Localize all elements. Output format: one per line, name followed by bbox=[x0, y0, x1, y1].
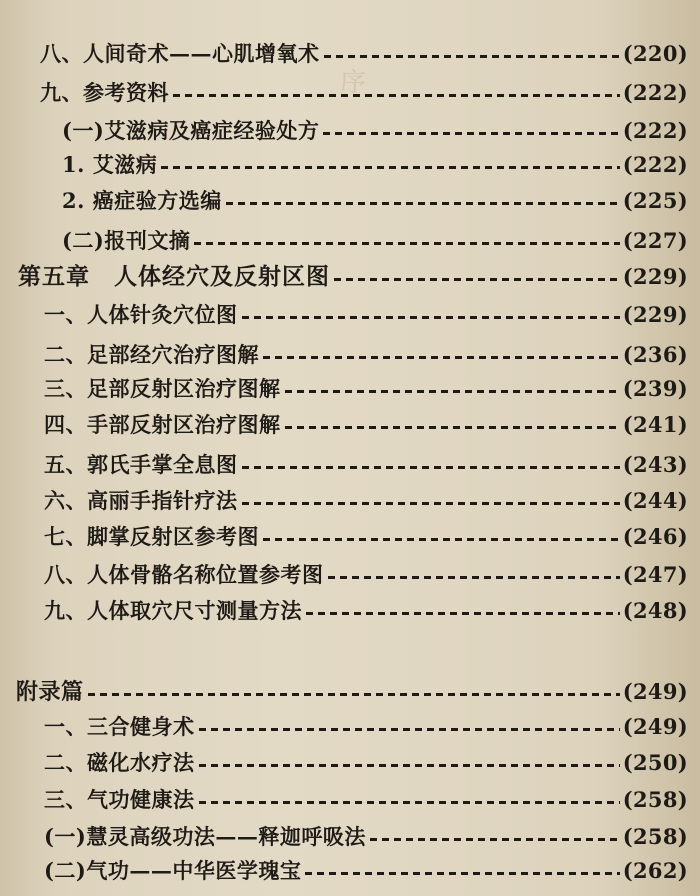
toc-entry-page: (258) bbox=[622, 824, 688, 849]
toc-entry-title: 九、参考资料 bbox=[40, 80, 169, 105]
dot-leader bbox=[173, 94, 620, 97]
toc-entry[interactable] bbox=[44, 374, 688, 404]
toc-entry-title: 1. 艾滋病 bbox=[62, 152, 158, 177]
toc-entry-title: 五、郭氏手掌全息图 bbox=[44, 452, 238, 477]
toc-entry[interactable] bbox=[62, 150, 688, 180]
toc-entry-page: (246) bbox=[622, 524, 688, 549]
toc-entry[interactable] bbox=[40, 39, 688, 69]
dot-leader bbox=[285, 426, 620, 429]
toc-entry-title: 一、人体针灸穴位图 bbox=[44, 302, 238, 327]
toc-entry-title: 2. 癌症验方选编 bbox=[62, 188, 222, 213]
toc-entry-title: 三、气功健康法 bbox=[44, 787, 195, 812]
toc-entry-title: 六、高丽手指针疗法 bbox=[44, 488, 238, 513]
toc-entry-page: (244) bbox=[622, 488, 688, 513]
toc-entry-title: 第五章 人体经穴及反射区图 bbox=[18, 263, 330, 290]
bleed-through-mark: 序 bbox=[340, 68, 367, 98]
dot-leader bbox=[323, 132, 619, 135]
toc-entry[interactable] bbox=[44, 822, 688, 852]
toc-entry-title: (二)气功——中华医学瑰宝 bbox=[44, 858, 302, 883]
toc-entry[interactable] bbox=[44, 340, 688, 370]
dot-leader bbox=[199, 764, 620, 767]
toc-entry-title: (一)艾滋病及癌症经验处方 bbox=[62, 118, 320, 143]
toc-entry-page: (262) bbox=[622, 858, 688, 883]
toc-entry-page: (222) bbox=[622, 152, 688, 177]
dot-leader bbox=[199, 728, 620, 731]
toc-entry-page: (222) bbox=[622, 80, 688, 105]
toc-appendix-entry[interactable] bbox=[16, 677, 688, 707]
toc-entry-title: 九、人体取穴尺寸测量方法 bbox=[44, 598, 302, 623]
toc-chapter-entry[interactable] bbox=[18, 262, 688, 292]
dot-leader bbox=[263, 356, 620, 359]
toc-entry[interactable] bbox=[44, 785, 688, 815]
toc-entry-title: 八、人体骨骼名称位置参考图 bbox=[44, 562, 324, 587]
dot-leader bbox=[194, 242, 619, 245]
toc-entry-page: (249) bbox=[622, 679, 688, 704]
toc-entry-page: (222) bbox=[622, 118, 688, 143]
toc-entry-page: (229) bbox=[622, 302, 688, 327]
toc-entry[interactable] bbox=[62, 186, 688, 216]
dot-leader bbox=[285, 390, 620, 393]
dot-leader bbox=[226, 202, 620, 205]
toc-entry[interactable] bbox=[44, 712, 688, 742]
toc-entry[interactable] bbox=[44, 300, 688, 330]
dot-leader bbox=[242, 502, 620, 505]
toc-entry[interactable] bbox=[44, 486, 688, 516]
toc-entry-title: 四、手部反射区治疗图解 bbox=[44, 412, 281, 437]
toc-entry-page: (229) bbox=[622, 264, 688, 289]
toc-entry-page: (249) bbox=[622, 714, 688, 739]
toc-entry[interactable] bbox=[62, 226, 688, 256]
toc-entry[interactable] bbox=[44, 522, 688, 552]
toc-entry-page: (258) bbox=[622, 787, 688, 812]
toc-entry-title: 附录篇 bbox=[16, 679, 84, 705]
dot-leader bbox=[88, 693, 620, 696]
toc-entry-title: (二)报刊文摘 bbox=[62, 228, 191, 253]
dot-leader bbox=[305, 872, 619, 875]
toc-entry-page: (236) bbox=[622, 342, 688, 367]
toc-entry-title: 一、三合健身术 bbox=[44, 714, 195, 739]
dot-leader bbox=[334, 278, 620, 281]
toc-entry[interactable] bbox=[44, 560, 688, 590]
toc-entry-title: 三、足部反射区治疗图解 bbox=[44, 376, 281, 401]
toc-entry[interactable] bbox=[44, 856, 688, 886]
toc-entry[interactable] bbox=[44, 596, 688, 626]
toc-entry-title: (一)慧灵高级功法——释迦呼吸法 bbox=[44, 824, 366, 849]
toc-entry-page: (227) bbox=[622, 228, 688, 253]
toc-entry[interactable] bbox=[40, 78, 688, 108]
toc-entry-title: 二、足部经穴治疗图解 bbox=[44, 342, 259, 367]
dot-leader bbox=[263, 538, 620, 541]
toc-entry-title: 二、磁化水疗法 bbox=[44, 750, 195, 775]
toc-entry[interactable] bbox=[44, 450, 688, 480]
toc-entry-page: (247) bbox=[622, 562, 688, 587]
toc-entry-page: (250) bbox=[622, 750, 688, 775]
toc-entry[interactable] bbox=[62, 116, 688, 146]
toc-entry-page: (225) bbox=[622, 188, 688, 213]
dot-leader bbox=[161, 166, 620, 169]
toc-entry-page: (243) bbox=[622, 452, 688, 477]
toc-entry-page: (241) bbox=[622, 412, 688, 437]
dot-leader bbox=[306, 612, 620, 615]
toc-entry-title: 八、人间奇术——心肌增氧术 bbox=[40, 41, 320, 66]
dot-leader bbox=[242, 466, 620, 469]
toc-entry-title: 七、脚掌反射区参考图 bbox=[44, 524, 259, 549]
dot-leader bbox=[199, 801, 620, 804]
dot-leader bbox=[324, 55, 620, 58]
toc-entry[interactable] bbox=[44, 410, 688, 440]
dot-leader bbox=[328, 576, 620, 579]
toc-entry[interactable] bbox=[44, 748, 688, 778]
dot-leader bbox=[242, 316, 620, 319]
toc-entry-page: (239) bbox=[622, 376, 688, 401]
dot-leader bbox=[370, 838, 620, 841]
toc-entry-page: (248) bbox=[622, 598, 688, 623]
toc-entry-page: (220) bbox=[622, 41, 688, 66]
